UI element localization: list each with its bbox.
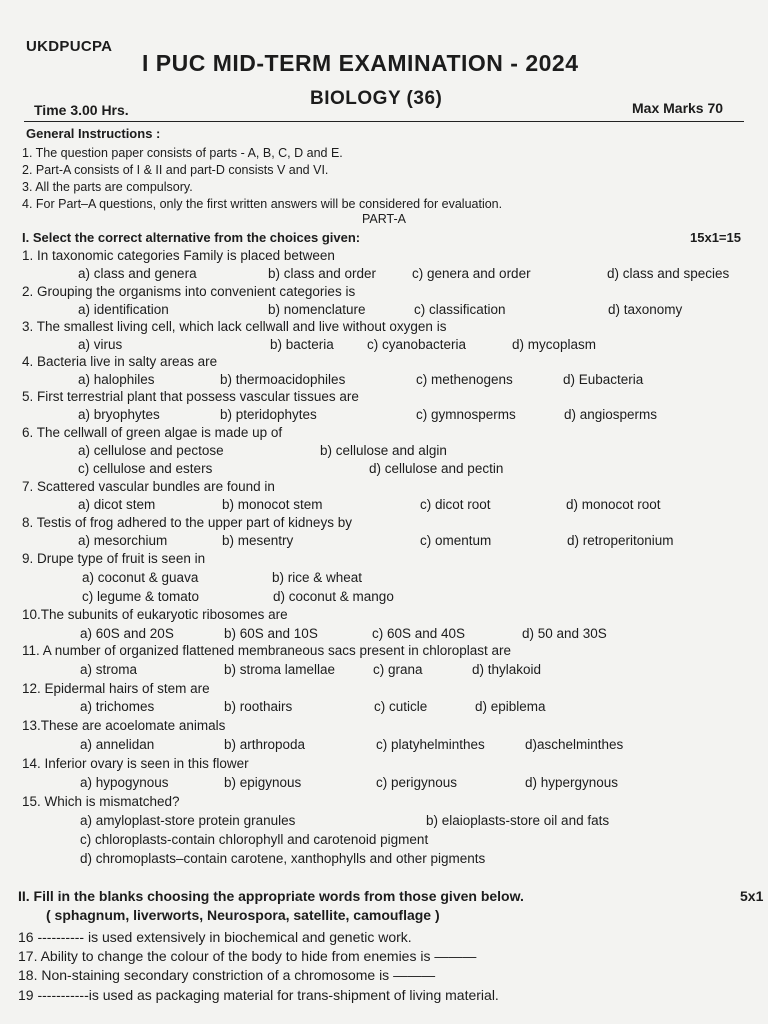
question: 4. Bacteria live in salty areas are: [22, 354, 218, 369]
question: 3. The smallest living cell, which lack cellwall and live without oxygen is: [22, 319, 447, 334]
option: c) gymnosperms: [416, 407, 516, 422]
option: d)aschelminthes: [525, 737, 624, 752]
option: c) grana: [373, 662, 423, 677]
fill-blank-item: 18. Non-staining secondary constriction of a chromosome is ———: [18, 967, 436, 983]
option: d) epiblema: [475, 699, 546, 714]
section2-heading: II. Fill in the blanks choosing the appropriate words from those given below.: [18, 888, 524, 904]
option: b) cellulose and algin: [320, 443, 447, 458]
option: d) thylakoid: [472, 662, 542, 677]
option: d) taxonomy: [608, 302, 683, 317]
option: c) omentum: [420, 533, 492, 548]
option: b) monocot stem: [222, 497, 323, 512]
section2-marks: 5x1: [740, 888, 764, 904]
option: c) legume & tomato: [82, 589, 200, 604]
option: c) classification: [414, 302, 506, 317]
option: b) mesentry: [222, 533, 294, 548]
header-divider: [24, 121, 744, 122]
option: d) monocot root: [566, 497, 661, 512]
question: 5. First terrestrial plant that possess vascular tissues are: [22, 389, 359, 404]
option: c) genera and order: [412, 266, 531, 281]
option: b) nomenclature: [268, 302, 366, 317]
exam-subject: BIOLOGY (36): [310, 88, 443, 109]
option: d) coconut & mango: [273, 589, 394, 604]
option: c) platyhelminthes: [376, 737, 485, 752]
option: d) mycoplasm: [512, 337, 597, 352]
option: a) annelidan: [80, 737, 155, 752]
question: 8. Testis of frog adhered to the upper part of kidneys by: [22, 515, 352, 530]
option: d) retroperitonium: [567, 533, 674, 548]
word-bank: ( sphagnum, liverworts, Neurospora, satellite, camouflage ): [46, 907, 440, 923]
option: b) pteridophytes: [220, 407, 317, 422]
instruction-item: 2. Part-A consists of I & II and part-D consists V and VI.: [22, 163, 329, 177]
question: 9. Drupe type of fruit is seen in: [22, 551, 206, 566]
instructions-heading: General Instructions :: [26, 126, 161, 141]
question: 2. Grouping the organisms into convenient categories is: [22, 284, 356, 299]
max-marks: Max Marks 70: [632, 100, 724, 116]
option: a) class and genera: [78, 266, 197, 281]
option: a) bryophytes: [78, 407, 160, 422]
question: 1. In taxonomic categories Family is placed between: [22, 248, 335, 263]
option: c) chloroplasts-contain chlorophyll and carotenoid pigment: [80, 832, 429, 847]
question: 10.The subunits of eukaryotic ribosomes are: [22, 607, 288, 622]
section1-heading: I. Select the correct alternative from the choices given:: [22, 230, 361, 245]
fill-blank-item: 17. Ability to change the colour of the body to hide from enemies is ———: [18, 948, 477, 964]
option: a) identification: [78, 302, 169, 317]
question: 13.These are acoelomate animals: [22, 718, 226, 733]
option: a) stroma: [80, 662, 138, 677]
option: a) coconut & guava: [82, 570, 199, 585]
fill-blank-item: 16 ---------- is used extensively in biochemical and genetic work.: [18, 929, 412, 945]
instruction-item: 4. For Part–A questions, only the first written answers will be considered for evaluation.: [22, 197, 503, 211]
instruction-item: 3. All the parts are compulsory.: [22, 180, 193, 194]
option: a) 60S and 20S: [80, 626, 174, 641]
option: b) rice & wheat: [272, 570, 363, 585]
question: 11. A number of organized flattened membraneous sacs present in chloroplast are: [22, 643, 512, 658]
option: a) virus: [78, 337, 123, 352]
question: 12. Epidermal hairs of stem are: [22, 681, 210, 696]
option: d) class and species: [607, 266, 730, 281]
option: a) cellulose and pectose: [78, 443, 224, 458]
option: d) hypergynous: [525, 775, 619, 790]
option: a) dicot stem: [78, 497, 156, 512]
part-label: PART-A: [362, 212, 406, 226]
option: a) mesorchium: [78, 533, 168, 548]
option: b) bacteria: [270, 337, 334, 352]
question: 15. Which is mismatched?: [22, 794, 180, 809]
option: d) chromoplasts–contain carotene, xanthophylls and other pigments: [80, 851, 486, 866]
instruction-item: 1. The question paper consists of parts - A, B, C, D and E.: [22, 146, 343, 160]
option: b) epigynous: [224, 775, 302, 790]
question: 14. Inferior ovary is seen in this flower: [22, 756, 249, 771]
option: b) 60S and 10S: [224, 626, 318, 641]
option: b) roothairs: [224, 699, 293, 714]
option: b) elaioplasts-store oil and fats: [426, 813, 610, 828]
exam-time: Time 3.00 Hrs.: [34, 102, 129, 118]
option: c) cuticle: [374, 699, 428, 714]
option: a) hypogynous: [80, 775, 169, 790]
fill-blank-item: 19 -----------is used as packaging material for trans-shipment of living material.: [18, 987, 499, 1003]
option: d) Eubacteria: [563, 372, 644, 387]
option: a) halophiles: [78, 372, 155, 387]
option: d) angiosperms: [564, 407, 658, 422]
paper-code: UKDPUCPA: [26, 38, 113, 55]
option: c) cyanobacteria: [367, 337, 467, 352]
question: 6. The cellwall of green algae is made up of: [22, 425, 283, 440]
option: a) trichomes: [80, 699, 155, 714]
option: d) 50 and 30S: [522, 626, 607, 641]
section1-marks: 15x1=15: [690, 230, 741, 245]
option: b) thermoacidophiles: [220, 372, 346, 387]
option: b) stroma lamellae: [224, 662, 336, 677]
option: c) perigynous: [376, 775, 458, 790]
option: c) cellulose and esters: [78, 461, 213, 476]
exam-title: I PUC MID-TERM EXAMINATION - 2024: [142, 50, 579, 76]
option: c) 60S and 40S: [372, 626, 466, 641]
option: b) arthropoda: [224, 737, 306, 752]
option: c) dicot root: [420, 497, 491, 512]
option: c) methenogens: [416, 372, 513, 387]
question: 7. Scattered vascular bundles are found in: [22, 479, 275, 494]
option: d) cellulose and pectin: [369, 461, 504, 476]
option: b) class and order: [268, 266, 377, 281]
option: a) amyloplast-store protein granules: [80, 813, 296, 828]
